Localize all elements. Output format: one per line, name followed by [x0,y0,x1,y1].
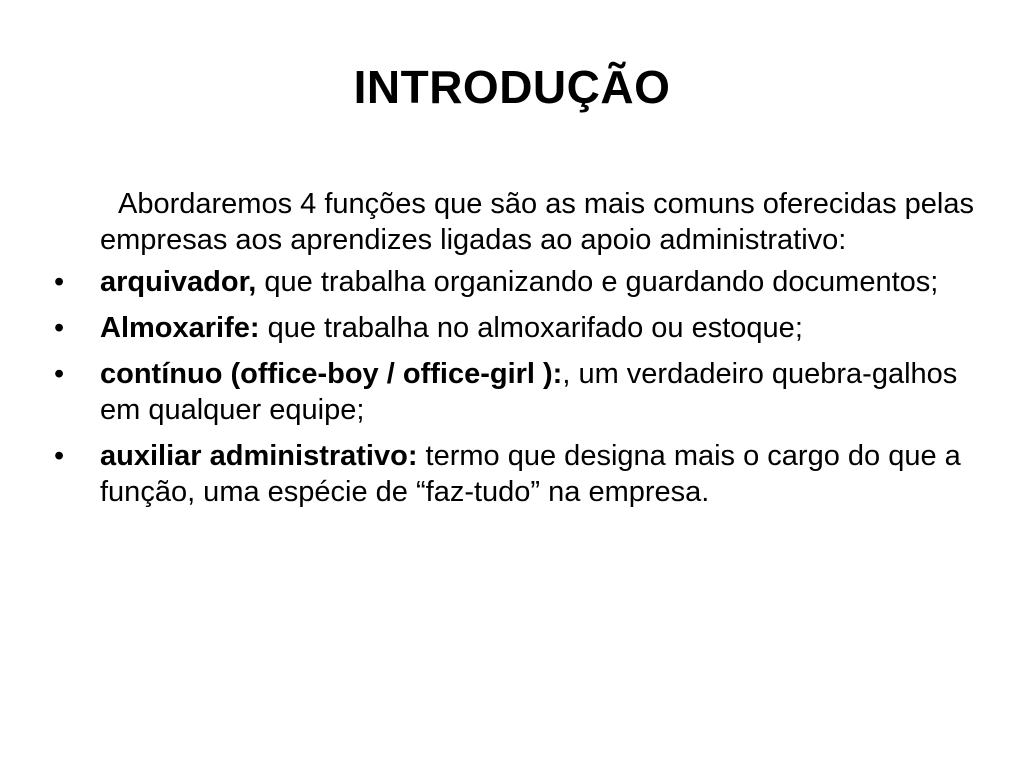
slide-title: INTRODUÇÃO [353,61,671,113]
item-term: Almoxarife: [100,312,260,344]
list-item-arquivador [54,264,974,300]
item-text: termo que designa mais o cargo do que a função, uma espécie de “faz-tudo” na empresa. [100,440,961,508]
bullet-icon: • [54,440,65,472]
item-text: que trabalha no almoxarifado ou estoque; [259,312,803,344]
slide-body [54,186,974,520]
bullet-icon: • [54,312,65,344]
item-term: contínuo (office-boy / office-girl ): [100,358,563,390]
list-item-almoxarife [54,310,974,346]
item-text: , um verdadeiro quebra-galhos em qualquer equipe; [100,358,958,426]
bullet-icon: • [54,358,65,390]
intro-paragraph [54,186,974,258]
list-item-auxiliar-administrativo [54,438,974,510]
item-term: auxiliar administrativo: [100,440,418,472]
intro-text: Abordaremos 4 funções que são as mais comuns oferecidas pelas empresas aos aprendizes ligadas ao apoio administrativo: [100,188,974,256]
item-text: que trabalha organizando e guardando documentos; [256,266,939,298]
item-term: arquivador, [100,266,257,298]
list-item-continuo [54,356,974,428]
bullet-icon: • [54,266,65,298]
bullet-list [54,264,974,510]
